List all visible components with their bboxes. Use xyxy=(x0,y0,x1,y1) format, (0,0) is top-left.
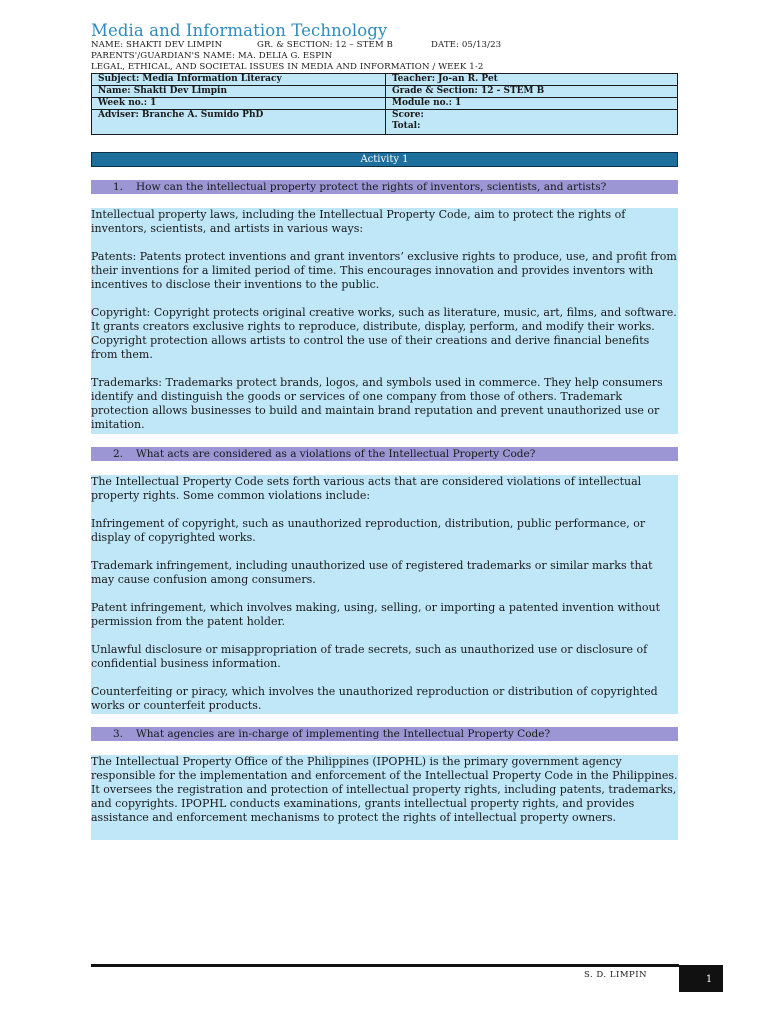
answer-paragraph: Intellectual property laws, including the Intellectual Property Code, aim to protect the rights of inventors, scientists, and artists in various ways: xyxy=(91,208,626,235)
page-number: 1 xyxy=(705,974,713,985)
answer-paragraph: Patents: Patents protect inventions and grant inventors’ exclusive rights to produce, use, and profit from their inventions for a limited period of time. This encourages innovation and provides inventors with incentives to disclose their inventions to the public. xyxy=(91,250,677,291)
question-3 xyxy=(91,727,678,741)
question-text: What acts are considered as a violations of the Intellectual Property Code? xyxy=(136,448,536,460)
name-cell: Name: Shakti Dev Limpin xyxy=(92,86,386,98)
question-text: What agencies are in-charge of implementing the Intellectual Property Code? xyxy=(136,728,551,740)
module-cell: Module no.: 1 xyxy=(386,98,678,110)
student-info-line xyxy=(91,40,501,50)
teacher-cell: Teacher: Jo-an R. Pet xyxy=(386,74,678,86)
answer-paragraph: Trademark infringement, including unauthorized use of registered trademarks or similar marks that may cause confusion among consumers. xyxy=(91,559,653,586)
answer-paragraph: Trademarks: Trademarks protect brands, logos, and symbols used in commerce. They help consumers identify and distinguish the goods or services of one company from those of others. Trademark protection allows businesses to build and maintain brand reputation and prevent unauthorized use or imitation. xyxy=(91,376,663,431)
answer-paragraph: The Intellectual Property Code sets forth various acts that are considered violations of intellectual property rights. Some common violations include: xyxy=(91,475,642,502)
grade-cell: Grade & Section: 12 - STEM B xyxy=(386,86,678,98)
score-label: Score: xyxy=(392,110,424,120)
subject-cell: Subject: Media Information Literacy xyxy=(92,74,386,86)
footer-author: S. D. LIMPIN xyxy=(584,970,648,980)
grade-section-label: GR. & SECTION: 12 – STEM B xyxy=(257,40,393,50)
date-label: DATE: 05/13/23 xyxy=(431,40,502,50)
answer-paragraph: Counterfeiting or piracy, which involves the unauthorized reproduction or distribution of copyrighted works or counterfeit products. xyxy=(91,685,658,712)
score-cell xyxy=(386,110,678,135)
question-2 xyxy=(91,447,678,461)
total-label: Total: xyxy=(392,121,421,131)
parent-name-line: PARENTS'/GUARDIAN'S NAME: MA. DELIA G. ESPIN xyxy=(91,51,333,61)
document-title: Media and Information Technology xyxy=(91,21,388,40)
topic-line: LEGAL, ETHICAL, AND SOCIETAL ISSUES IN MEDIA AND INFORMATION / WEEK 1-2 xyxy=(91,62,484,72)
adviser-cell: Adviser: Branche A. Sumido PhD xyxy=(92,110,386,135)
question-number: 3. xyxy=(113,728,124,740)
question-number: 2. xyxy=(113,448,124,460)
week-cell: Week no.: 1 xyxy=(92,98,386,110)
answer-1 xyxy=(91,208,678,434)
answer-paragraph: Copyright: Copyright protects original creative works, such as literature, music, art, films, and software. It grants creators exclusive rights to reproduce, distribute, display, perform, and modify their works. Copyright protection allows artists to control the use of their creations and derive financial benefits from them. xyxy=(91,306,677,361)
answer-3 xyxy=(91,755,678,840)
student-name-label: NAME: SHAKTI DEV LIMPIN xyxy=(91,40,223,50)
footer-divider xyxy=(91,964,679,967)
question-number: 1. xyxy=(113,181,124,193)
answer-2 xyxy=(91,475,678,714)
info-table xyxy=(91,73,678,135)
answer-paragraph: Unlawful disclosure or misappropriation of trade secrets, such as unauthorized use or disclosure of confidential business information. xyxy=(91,643,648,670)
question-1 xyxy=(91,180,678,194)
question-text: How can the intellectual property protect the rights of inventors, scientists, and artists? xyxy=(136,181,607,193)
answer-paragraph: The Intellectual Property Office of the Philippines (IPOPHL) is the primary government agency responsible for the implementation and enforcement of the Intellectual Property Code in the Philippines. It oversees the registration and protection of intellectual property rights, including patents, trademarks, and copyrights. IPOPHL conducts examinations, grants intellectual property rights, and provides assistance and enforcement mechanisms to protect the rights of intellectual property owners. xyxy=(91,755,678,824)
answer-paragraph: Patent infringement, which involves making, using, selling, or importing a patented invention without permission from the patent holder. xyxy=(91,601,661,628)
page-number-box xyxy=(679,965,723,992)
activity-heading: Activity 1 xyxy=(91,152,678,167)
answer-paragraph: Infringement of copyright, such as unauthorized reproduction, distribution, public performance, or display of copyrighted works. xyxy=(91,517,646,544)
